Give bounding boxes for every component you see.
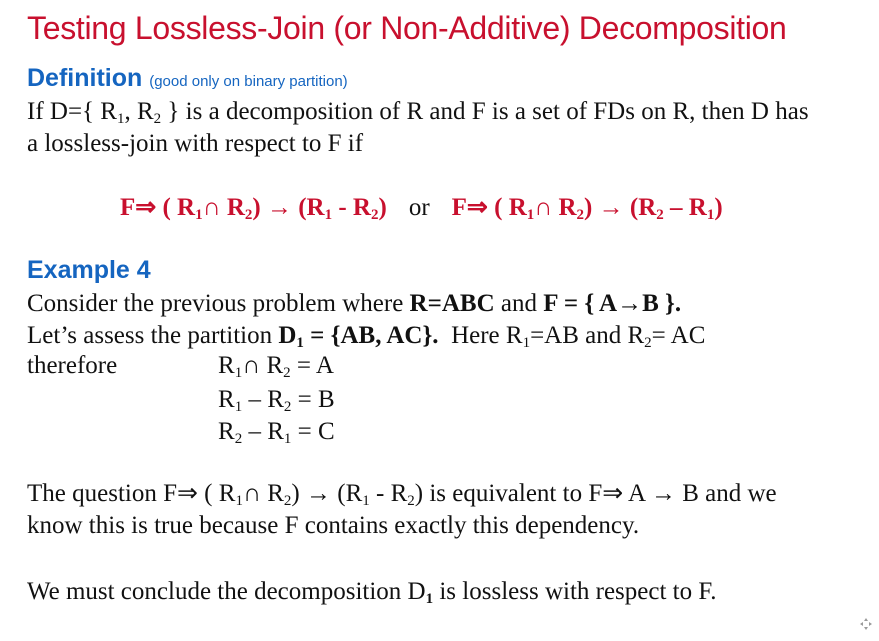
- text-segment: R: [218, 386, 235, 413]
- subscript: 1: [296, 335, 304, 351]
- subscript: 1: [706, 207, 715, 223]
- therefore-label: therefore: [27, 352, 118, 379]
- equation-difference-2: [218, 416, 335, 448]
- text-segment: – R: [242, 418, 284, 445]
- text-segment: F⇒ ( R: [120, 194, 196, 221]
- subscript: 2: [576, 207, 585, 223]
- text-segment: = B: [291, 386, 335, 413]
- text-segment: Let’s assess the partition: [27, 322, 279, 349]
- text-segment: ∩ R: [242, 352, 284, 379]
- text-segment: Consider the previous problem where: [27, 290, 410, 317]
- text-segment: = AC: [651, 322, 706, 349]
- text-segment: ) → (R: [252, 194, 325, 221]
- formula-left: [120, 194, 387, 221]
- text-segment: ): [378, 194, 387, 221]
- text-segment: R: [218, 418, 235, 445]
- formula-right: [452, 194, 723, 221]
- fd-set-f: F = { A→B }.: [543, 290, 682, 317]
- subscript: 1: [195, 207, 203, 223]
- subscript: 1: [526, 207, 535, 223]
- move-icon[interactable]: [859, 617, 873, 635]
- text-segment: ) → (R: [584, 194, 657, 221]
- text-segment: – R: [242, 386, 284, 413]
- subscript: 2: [407, 493, 415, 509]
- text-segment: The question F⇒ ( R: [27, 480, 236, 507]
- subscript: 1: [234, 399, 243, 415]
- text-segment: Here R: [438, 322, 523, 349]
- subscript: 1: [362, 493, 370, 509]
- text-segment: We must conclude the decomposition D: [27, 578, 426, 605]
- subscript: 1: [324, 207, 333, 223]
- text-segment: D: [278, 322, 297, 349]
- example-heading: Example 4: [27, 256, 151, 284]
- subscript: 2: [153, 111, 162, 127]
- definition-line-2: a lossless-join with respect to F if: [27, 130, 364, 157]
- text-segment: = A: [290, 352, 334, 379]
- text-segment: – R: [663, 194, 707, 221]
- text-segment: ): [714, 194, 723, 221]
- text-segment: = C: [291, 418, 335, 445]
- text-segment: If D={ R: [27, 98, 117, 125]
- definition-line-1: [27, 96, 809, 128]
- subscript: 1: [234, 365, 243, 381]
- text-segment: and: [494, 290, 544, 317]
- subscript: 1: [283, 431, 292, 447]
- subscript: 1: [425, 591, 434, 607]
- equation-difference-1: [218, 384, 335, 416]
- subscript: 2: [283, 493, 292, 509]
- subscript: 2: [244, 207, 253, 223]
- text-segment: ) → (R: [291, 480, 363, 507]
- text-segment: F⇒ ( R: [451, 194, 527, 221]
- subscript: 2: [371, 207, 379, 223]
- subscript: 2: [283, 365, 291, 381]
- subscript: 2: [283, 399, 292, 415]
- subscript: 1: [116, 111, 125, 127]
- slide-title: Testing Lossless-Join (or Non-Additive) Decomposition: [27, 10, 787, 46]
- text-segment: , R: [124, 98, 154, 125]
- text-segment: = {AB, AC}.: [303, 322, 439, 349]
- subscript: 1: [235, 493, 243, 509]
- move-icon-glyph: [859, 617, 873, 631]
- text-segment: R: [218, 352, 235, 379]
- text-segment: ) is equivalent to F⇒ A → B and we: [414, 480, 777, 507]
- subscript: 1: [522, 335, 531, 351]
- question-line-1: [27, 478, 777, 510]
- text-segment: is lossless with respect to F.: [433, 578, 717, 605]
- conclusion-line: [27, 576, 717, 608]
- partition-d1: [278, 322, 438, 349]
- question-line-2: know this is true because F contains exactly this dependency.: [27, 512, 640, 539]
- formula-or: or: [408, 194, 430, 221]
- relation-r: R=ABC: [409, 290, 495, 317]
- text-segment: - R: [332, 194, 371, 221]
- text-segment: } is a decomposition of R and F is a set of FDs on R, then D has: [161, 98, 809, 125]
- definition-note: (good only on binary partition): [149, 73, 348, 90]
- example-line-1: [27, 288, 681, 320]
- text-segment: ∩ R: [534, 194, 577, 221]
- equation-intersection: [218, 350, 334, 382]
- text-segment: ∩ R: [242, 480, 284, 507]
- lossless-condition-formula: [120, 192, 723, 222]
- definition-heading: [27, 64, 348, 93]
- example-line-2: [27, 320, 705, 352]
- subscript: 2: [656, 207, 664, 223]
- subscript: 2: [644, 335, 652, 351]
- text-segment: ∩ R: [202, 194, 245, 221]
- definition-heading-text: Definition: [27, 64, 143, 92]
- subscript: 2: [234, 431, 243, 447]
- text-segment: =AB and R: [530, 322, 645, 349]
- text-segment: - R: [369, 480, 408, 507]
